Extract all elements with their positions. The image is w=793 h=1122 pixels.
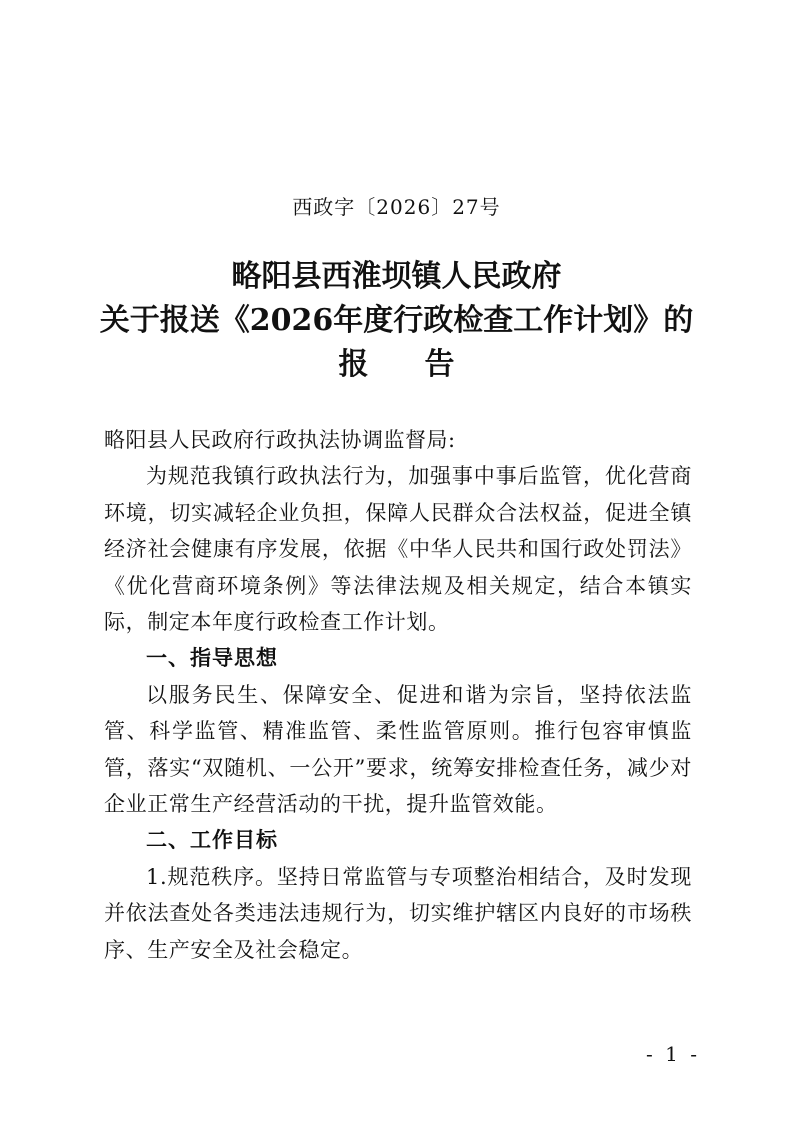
title-line-3: 报告 (338, 347, 511, 382)
section-heading-guiding-ideology: 一、指导思想 (146, 646, 278, 671)
guiding-ideology-paragraph: 以服务民生、保障安全、促进和谐为宗旨，坚持依法监管、科学监管、精准监管、柔性监管原则。推行包容审慎监管，落实“双随机、一公开”要求，统筹安排检查任务，减少对企业正常生产经营活动的干扰，提升监管效能。 (104, 682, 692, 817)
title-line-1: 略阳县西淮坝镇人民政府 (231, 259, 562, 294)
intro-paragraph: 为规范我镇行政执法行为，加强事中事后监管，优化营商环境，切实减轻企业负担，保障人民群众合法权益，促进全镇经济社会健康有序发展，依据《中华人民共和国行政处罚法》《优化营商环境条例》等法律法规及相关规定，结合本镇实际，制定本年度行政检查工作计划。 (104, 464, 692, 635)
document-number: 西政字〔2026〕27号 (292, 195, 501, 219)
title-line-2: 关于报送《2026年度行政检查工作计划》的 (99, 303, 694, 338)
section-heading-work-goals: 二、工作目标 (146, 828, 278, 853)
page-number: - 1 - (646, 1042, 700, 1066)
document-body (104, 422, 692, 968)
salutation: 略阳县人民政府行政执法协调监督局: (104, 428, 456, 452)
document-title (0, 255, 793, 387)
work-goal-item-1: 1.规范秩序。坚持日常监管与专项整治相结合，及时发现并依法查处各类违法违规行为，切实维护辖区内良好的市场秩序、生产安全及社会稳定。 (104, 864, 692, 962)
